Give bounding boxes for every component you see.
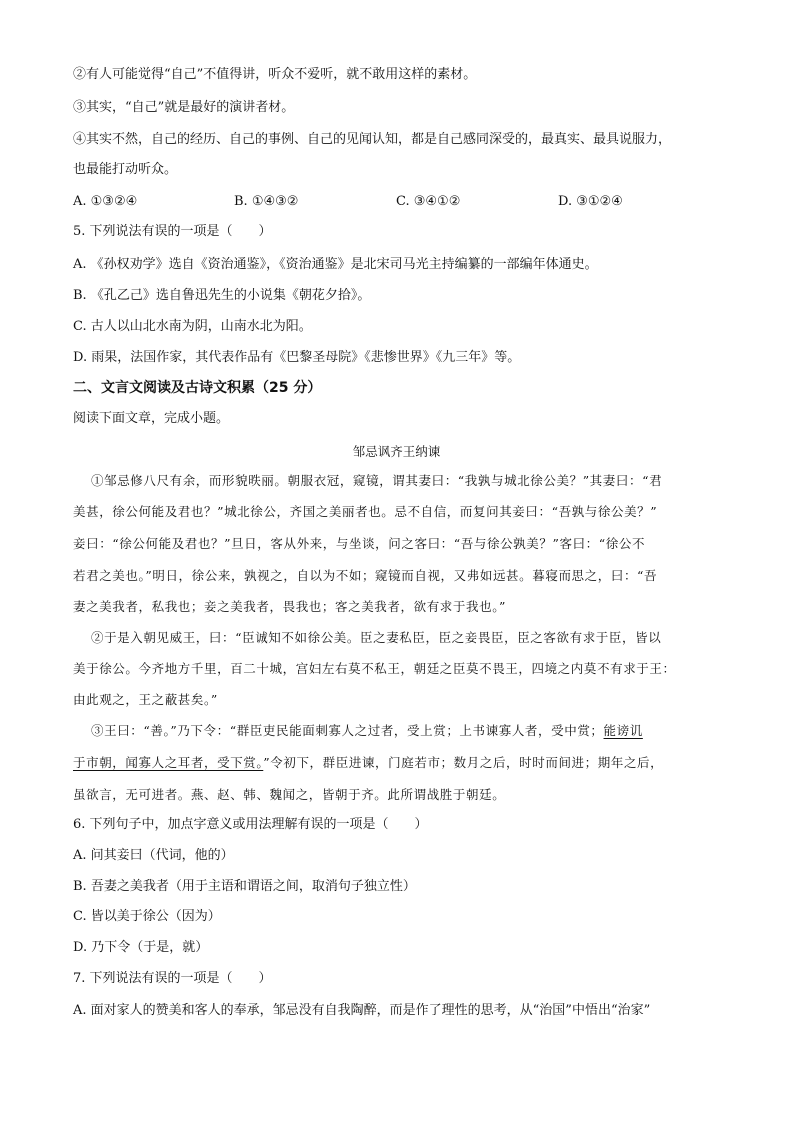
passage-p2-line-2: 美于徐公。今齐地方千里，百二十城，宫妇左右莫不私王，朝廷之臣莫不畏王，四境之内莫不有求于王： bbox=[73, 661, 676, 676]
q6-option-c: C. 皆以美于徐公（因为） bbox=[73, 909, 221, 924]
passage-p2-line-1: ②于是入朝见威王，曰：“臣诚知不如徐公美。臣之妻私臣，臣之妾畏臣，臣之客欲有求于臣，皆以 bbox=[91, 630, 662, 645]
q5-option-d: D. 雨果，法国作家，其代表作品有《巴黎圣母院》《悲惨世界》《九三年》等。 bbox=[73, 350, 521, 365]
q7-stem: 7. 下列说法有误的一项是（ ） bbox=[73, 971, 272, 986]
section-2-heading: 二、文言文阅读及古诗文积累（25 分） bbox=[73, 380, 322, 396]
q4-sentence-4-cont: 也最能打动听众。 bbox=[73, 162, 178, 177]
q4-option-c: C. ③④①② bbox=[396, 194, 461, 209]
passage-p2-line-3: 由此观之，王之蔽甚矣。” bbox=[73, 692, 218, 707]
q5-option-c: C. 古人以山北水南为阴，山南水北为阳。 bbox=[73, 319, 312, 334]
passage-p3-line-3: 虽欲言，无可进者。燕、赵、韩、魏闻之，皆朝于齐。此所谓战胜于朝廷。 bbox=[73, 787, 506, 802]
q4-sentence-3: ③其实，“自己”就是最好的演讲者材。 bbox=[73, 100, 295, 115]
q5-stem: 5. 下列说法有误的一项是（ ） bbox=[73, 224, 272, 239]
passage-p3-line-2 bbox=[73, 754, 663, 772]
q5-option-b: B. 《孔乙己》选自鲁迅先生的小说集《朝花夕拾》。 bbox=[73, 288, 371, 303]
q6-option-d: D. 乃下令（于是，就） bbox=[73, 940, 209, 955]
underlined-phrase-cont: 于市朝，闻寡人之耳者，受下赏。 bbox=[73, 755, 264, 770]
q4-sentence-4: ④其实不然，自己的经历、自己的事例、自己的见闻认知，都是自己感同深受的，最真实、最具说服力， bbox=[73, 132, 672, 147]
q4-option-d: D. ③①②④ bbox=[558, 194, 623, 209]
q6-option-a: A. 问其妾曰（代词，他的） bbox=[73, 848, 234, 863]
q5-option-a: A. 《孙权劝学》选自《资治通鉴》，《资治通鉴》是北宋司马光主持编纂的一部编年体通史。 bbox=[73, 257, 598, 272]
passage-p3-line-1 bbox=[91, 722, 643, 740]
passage-p1-line-1: ①邹忌修八尺有余，而形貌昳丽。朝服衣冠，窥镜，谓其妻曰：“我孰与城北徐公美？”其妻曰：“君 bbox=[91, 473, 663, 488]
passage-p3-text: ③王曰：“善。”乃下令：“群臣吏民能面刺寡人之过者，受上赏；上书谏寡人者，受中赏； bbox=[91, 723, 604, 738]
passage-p1-line-5: 妻之美我者，私我也；妾之美我者，畏我也；客之美我者，欲有求于我也。” bbox=[73, 599, 507, 614]
q4-option-a: A. ①③②④ bbox=[73, 194, 138, 209]
underlined-phrase: 能谤讥 bbox=[603, 723, 643, 738]
q4-sentence-2: ②有人可能觉得“自己”不值得讲，听众不爱听，就不敢用这样的素材。 bbox=[73, 67, 477, 82]
q4-option-b: B. ①④③② bbox=[234, 194, 299, 209]
passage-p1-line-3: 妾曰：“徐公何能及君也？”旦日，客从外来，与坐谈，问之客曰：“吾与徐公孰美？”客曰：“徐公不 bbox=[73, 536, 646, 551]
passage-title: 邹忌讽齐王纳谏 bbox=[352, 444, 441, 459]
passage-p3-text-cont: ”令初下，群臣进谏，门庭若市；数月之后，时时而间进；期年之后， bbox=[263, 755, 664, 770]
q6-option-b: B. 吾妻之美我者（用于主语和谓语之间，取消句子独立性） bbox=[73, 879, 416, 894]
passage-p1-line-4: 若君之美也。”明日，徐公来，孰视之，自以为不如；窥镜而自视，又弗如远甚。暮寝而思之，曰：“吾 bbox=[73, 568, 658, 583]
reading-instruction: 阅读下面文章，完成小题。 bbox=[73, 411, 230, 426]
q7-option-a: A. 面对家人的赞美和客人的奉承，邹忌没有自我陶醉，而是作了理性的思考，从“治国”中悟出“治家” bbox=[73, 1003, 651, 1018]
passage-p1-line-2: 美甚，徐公何能及君也？”城北徐公，齐国之美丽者也。忌不自信，而复问其妾曰：“吾孰与徐公美？” bbox=[73, 504, 658, 519]
q6-stem: 6. 下列句子中，加点字意义或用法理解有误的一项是（ ） bbox=[73, 817, 428, 832]
